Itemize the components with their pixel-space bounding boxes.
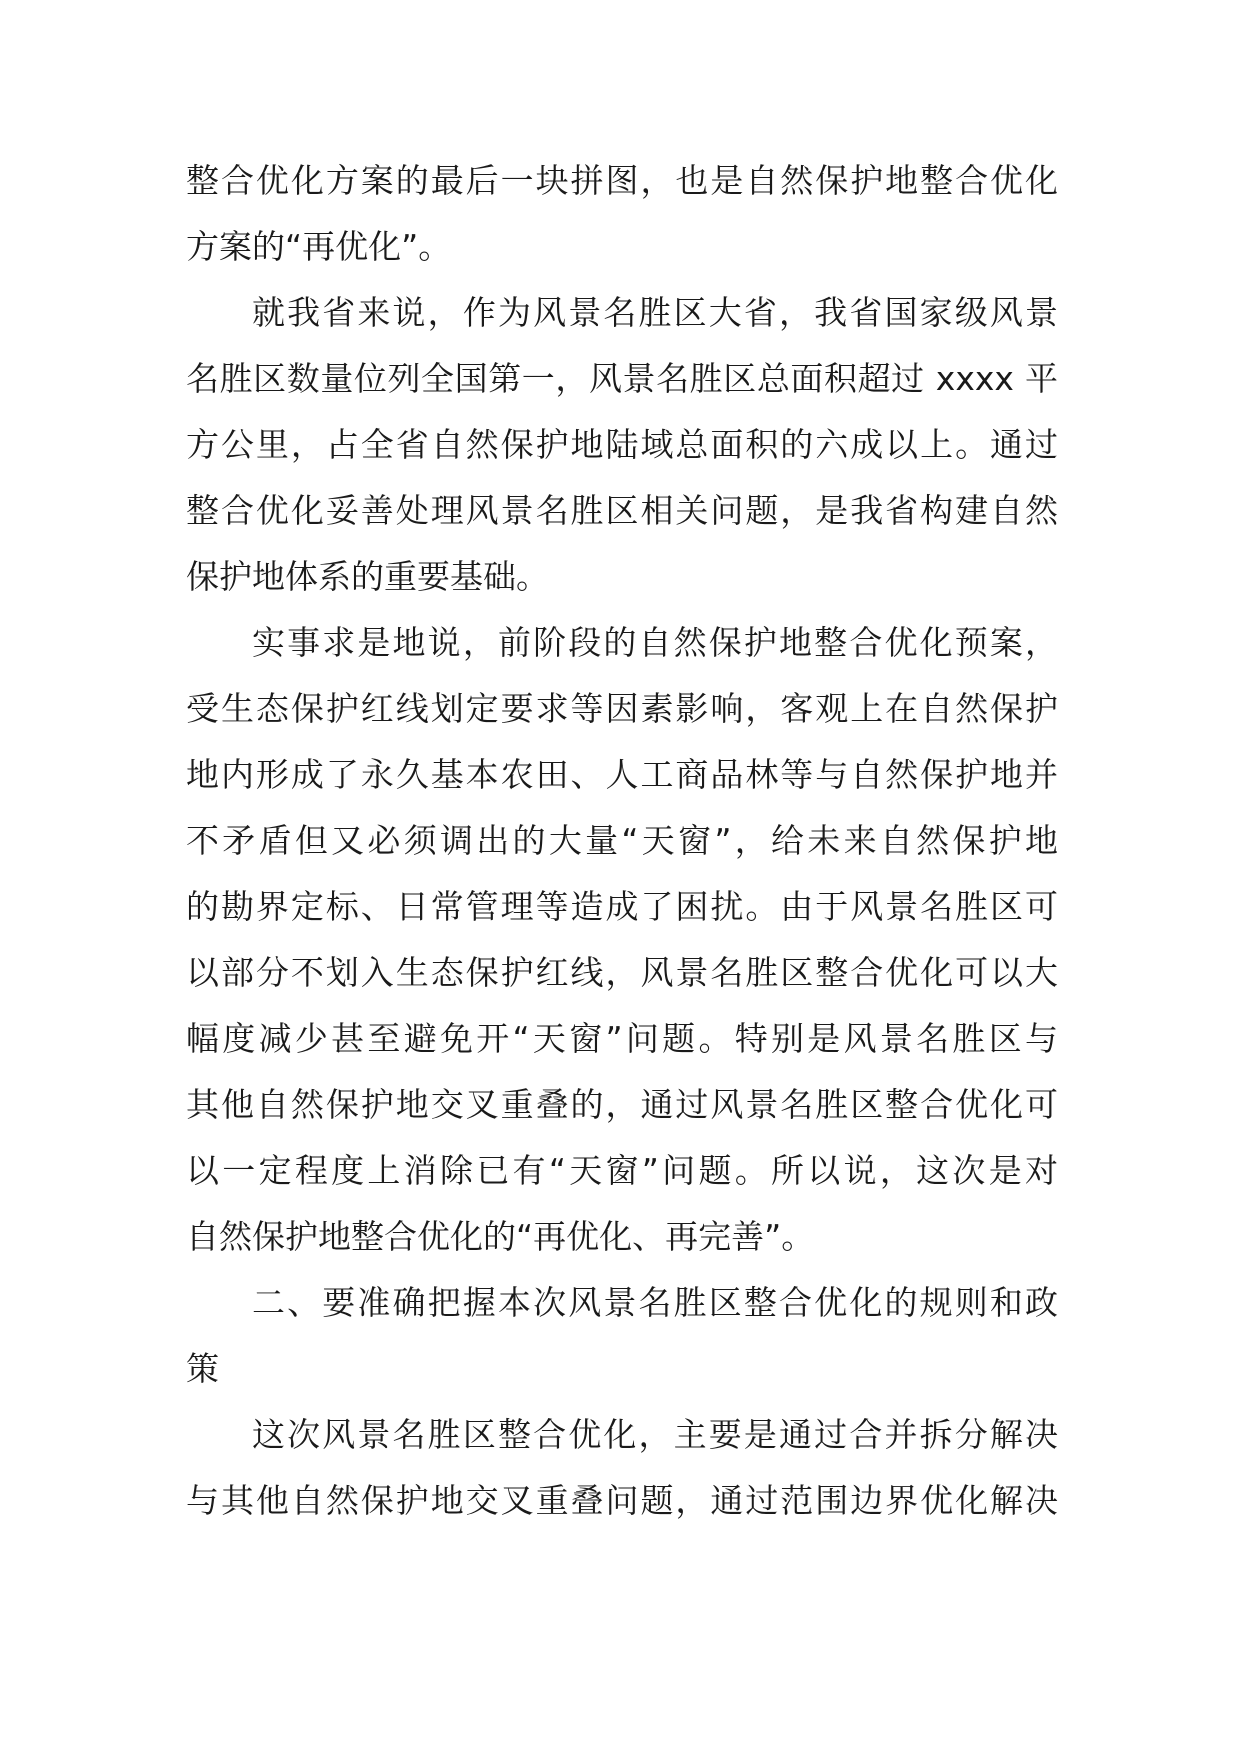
text-line: 幅度减少甚至避免开“天窗”问题。特别是风景名胜区与 xyxy=(186,1019,1058,1058)
text-line: 的勘界定标、日常管理等造成了困扰。由于风景名胜区可 xyxy=(186,887,1058,926)
text-line: 方案的“再优化”。 xyxy=(186,227,452,266)
text-line: 不矛盾但又必须调出的大量“天窗”，给未来自然保护地 xyxy=(186,821,1058,860)
section-heading-continued: 策 xyxy=(186,1349,219,1388)
text-line: 受生态保护红线划定要求等因素影响，客观上在自然保护 xyxy=(186,689,1058,728)
text-line: 以一定程度上消除已有“天窗”问题。所以说，这次是对 xyxy=(186,1151,1058,1190)
text-line: 保护地体系的重要基础。 xyxy=(186,557,549,596)
text-line: 地内形成了永久基本农田、人工商品林等与自然保护地并 xyxy=(186,755,1058,794)
paragraph-first-line: 实事求是地说，前阶段的自然保护地整合优化预案， xyxy=(252,623,1058,662)
text-line: 其他自然保护地交叉重叠的，通过风景名胜区整合优化可 xyxy=(186,1085,1058,1124)
text-line: 以部分不划入生态保护红线，风景名胜区整合优化可以大 xyxy=(186,953,1058,992)
text-line: 整合优化方案的最后一块拼图，也是自然保护地整合优化 xyxy=(186,161,1058,200)
section-heading: 二、要准确把握本次风景名胜区整合优化的规则和政 xyxy=(252,1283,1058,1322)
paragraph-first-line: 这次风景名胜区整合优化，主要是通过合并拆分解决 xyxy=(252,1415,1058,1454)
text-line: 名胜区数量位列全国第一，风景名胜区总面积超过 xxxx 平 xyxy=(186,359,1058,398)
document-page xyxy=(186,148,1058,1534)
text-line: 整合优化妥善处理风景名胜区相关问题，是我省构建自然 xyxy=(186,491,1058,530)
paragraph-first-line: 就我省来说，作为风景名胜区大省，我省国家级风景 xyxy=(252,293,1058,332)
text-line: 自然保护地整合优化的“再优化、再完善”。 xyxy=(186,1217,815,1256)
text-line: 方公里，占全省自然保护地陆域总面积的六成以上。通过 xyxy=(186,425,1058,464)
text-line: 与其他自然保护地交叉重叠问题，通过范围边界优化解决 xyxy=(186,1481,1058,1520)
